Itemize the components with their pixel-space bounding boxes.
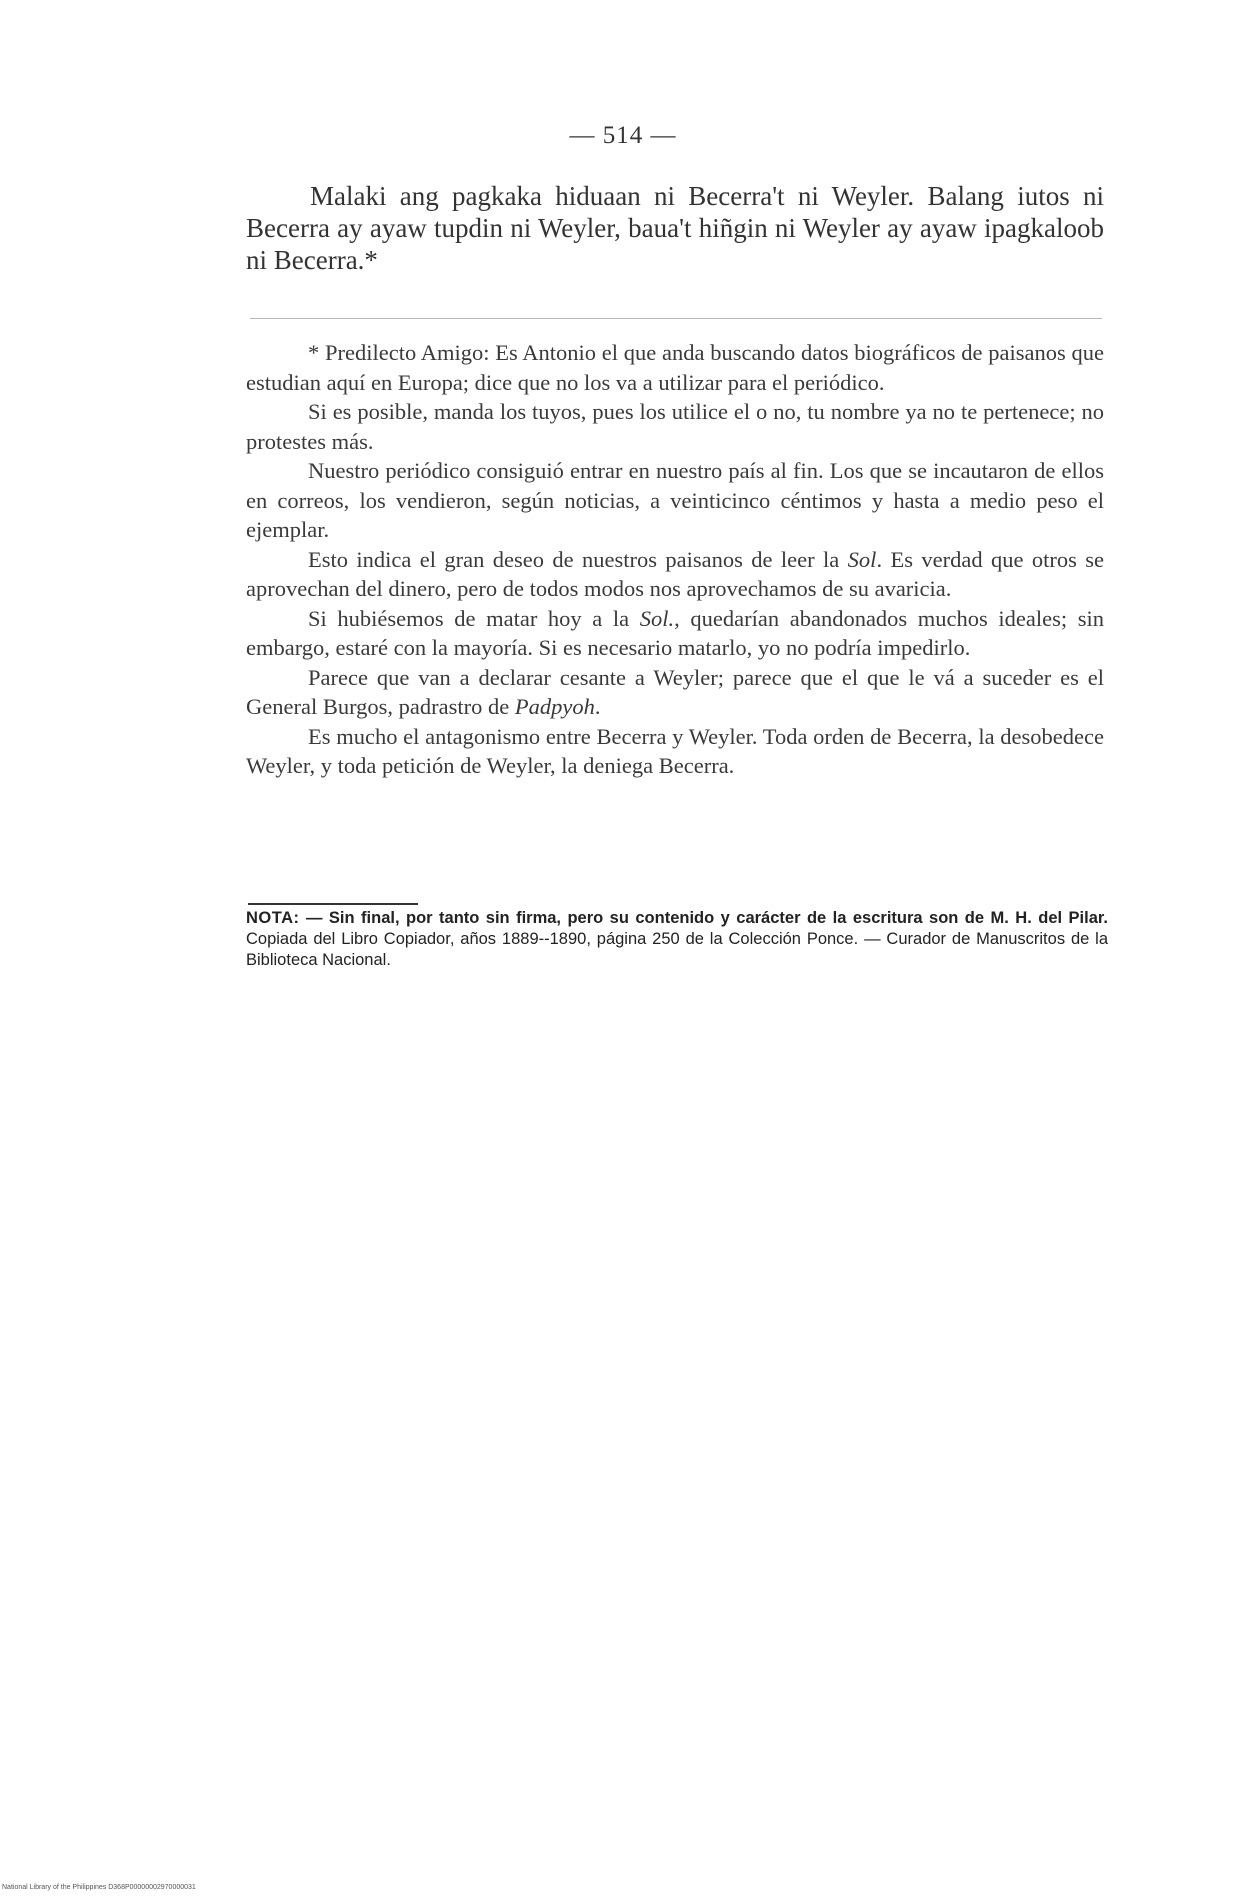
letter-paragraph-6-text-a: Parece que van a declarar cesante a Weyler; parece que el que le vá a suceder es el General Burgos, padrastro de [246, 664, 1104, 719]
nota-label: NOTA: [246, 909, 300, 927]
letter-paragraph-6-text-b: . [594, 694, 601, 719]
footnote-divider [250, 318, 1102, 319]
nota-text: Copiada del Libro Copiador, años 1889--1890, página 250 de la Colección Ponce. — Curador de Manuscritos de la Biblioteca Nacional. [246, 930, 1108, 969]
newspaper-title-sol: Sol [847, 546, 877, 572]
letter-paragraph-5-text-a: Si hubiésemos de matar hoy a la [308, 605, 640, 631]
letter-paragraph-4 [246, 545, 1104, 604]
tagalog-text: Malaki ang pagkaka hiduaan ni Becerra't ni Weyler. Balang iutos ni Becerra ay ayaw tupdin ni Weyler, baua't hiñgin ni Weyler ay ayaw ipagkaloob ni Becerra.* [246, 181, 1104, 275]
tagalog-paragraph [246, 180, 1104, 276]
nota-divider [248, 903, 418, 905]
letter-paragraph-4-text-b: . Es verdad que otros se aprovechan del dinero, pero de todos modos nos aprovechamos de su avaricia. [246, 546, 1104, 601]
letter-paragraph-5-text-b: , quedarían abandonados muchos ideales; sin embargo, estaré con la mayoría. Si es necesario matarlo, yo no podría impedirlo. [246, 605, 1105, 660]
letter-paragraph-6 [246, 663, 1104, 722]
pseudonym-padpyoh: Padpyoh [514, 694, 595, 719]
letter-paragraph-4-text-a: Esto indica el gran deseo de nuestros paisanos de leer la [308, 546, 848, 572]
letter-paragraph-7: Es mucho el antagonismo entre Becerra y Weyler. Toda orden de Becerra, la desobedece Weyler, y toda petición de Weyler, la deniega Becerra. [246, 723, 1104, 778]
letter-paragraph-5 [246, 604, 1104, 663]
letter-paragraph-1: * Predilecto Amigo: Es Antonio el que anda buscando datos biográficos de paisanos que estudian aquí en Europa; dice que no los va a utilizar para el periódico. [246, 340, 1104, 395]
footnote-letter [246, 338, 1104, 781]
page-number: — 514 — [569, 122, 677, 149]
letter-paragraph-3: Nuestro periódico consiguió entrar en nuestro país al fin. Los que se incautaron de ellos en correos, los vendieron, según noticias, a veinticinco céntimos y hasta a medio peso el ejemplar. [246, 458, 1104, 542]
footer-credit: National Library of the Philippines D368P00000002970000031 [2, 1884, 196, 1891]
editorial-note [246, 908, 1108, 971]
nota-bold-text: — Sin final, por tanto sin firma, pero su contenido y carácter de la escritura son de M. H. del Pilar. [305, 909, 1108, 927]
letter-paragraph-2: Si es posible, manda los tuyos, pues los utilice el o no, tu nombre ya no te pertenece; no protestes más. [246, 399, 1104, 454]
newspaper-title-sol-2: Sol. [639, 605, 675, 631]
